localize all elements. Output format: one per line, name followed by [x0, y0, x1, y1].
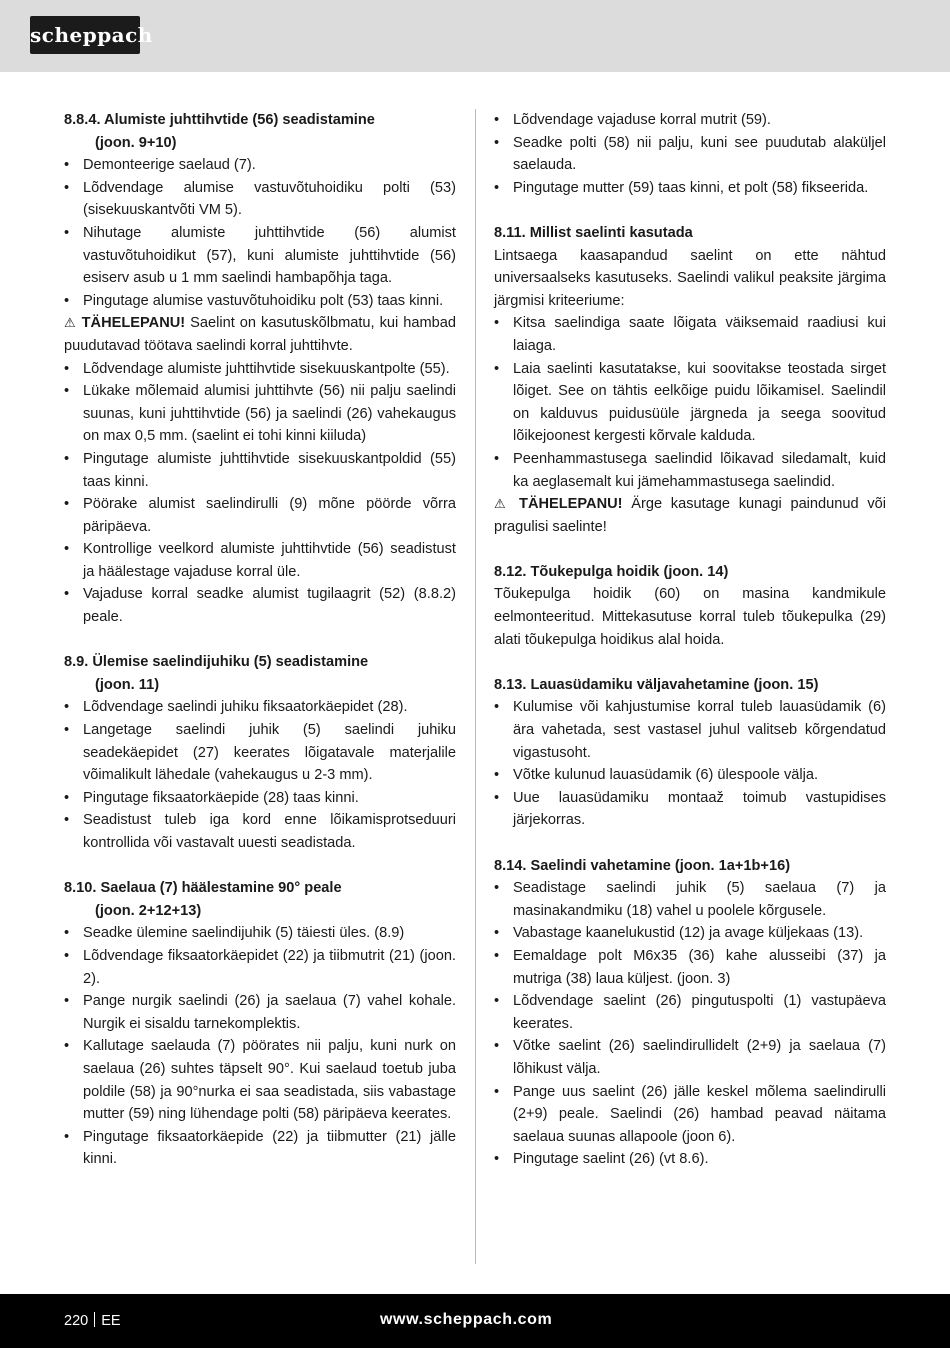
- website-link[interactable]: www.scheppach.com: [380, 1311, 553, 1328]
- warning-label: TÄHELEPANU!: [519, 496, 623, 513]
- list-item: • Demonteerige saelaud (7).: [64, 154, 456, 177]
- section-heading-8-8-4: 8.8.4. Alumiste juhttihvtide (56) seadistamine (joon. 9+10): [64, 112, 375, 151]
- list-item: • Kontrollige veelkord alumiste juhttihvtide (56) seadistust ja häälestage vajaduse korral üle.: [64, 538, 456, 583]
- warning-note: [64, 312, 456, 357]
- list-item: • Lõdvendage saelint (26) pingutuspolti (1) vastupäeva keerates.: [494, 990, 886, 1035]
- list-item: • Nihutage alumiste juhttihvtide (56) alumist vastuvõtuhoidikut (57), kuni alumiste juhttihvtide (56) esiserv asub u 1 mm saelindi hambapõhja taga.: [64, 222, 456, 290]
- warning-text: Ärge kasutage kunagi paindunud või pragulisi saelinte!: [494, 496, 886, 535]
- right-column: [494, 109, 886, 1171]
- list-8-8-4: [64, 154, 456, 312]
- list-item: • Lõdvendage vajaduse korral mutrit (59).: [494, 109, 886, 132]
- header-band: [0, 0, 950, 72]
- language-code: EE: [101, 1313, 121, 1329]
- warning-triangle-icon: ⚠: [494, 496, 511, 512]
- paragraph-8-12: Tõukepulga hoidik (60) on masina kandmikule eelmonteeritud. Mittekasutuse korral tuleb tõukepulka (29) alati tõukepulga hoidikus alal hoida.: [494, 586, 886, 648]
- list-item: • Pöörake alumist saelindirulli (9) mõne pöörde võrra päripäeva.: [64, 493, 456, 538]
- footer-bar: [0, 1294, 950, 1348]
- list-item: • Seadke ülemine saelindijuhik (5) täiesti üles. (8.9): [64, 922, 456, 945]
- list-item: • Peenhammastusega saelindid lõikavad siledamalt, kuid ka aeglasemalt kui jämehammastusega saelindid.: [494, 448, 886, 493]
- list-item: • Pingutage mutter (59) taas kinni, et polt (58) fikseerida.: [494, 177, 886, 200]
- warning-note: [494, 493, 886, 538]
- page-number: 220 EE: [64, 1313, 121, 1329]
- list-item: • Lõdvendage saelindi juhiku fiksaatorkäepidet (28).: [64, 696, 456, 719]
- list-item: • Lõdvendage alumise vastuvõtuhoidiku polti (53) (sisekuuskantvõti VM 5).: [64, 177, 456, 222]
- list-8-9: [64, 696, 456, 854]
- list-8-13: [494, 696, 886, 832]
- list-item: • Pingutage alumise vastuvõtuhoidiku polt (53) taas kinni.: [64, 290, 456, 313]
- list-item: • Pingutage saelint (26) (vt 8.6).: [494, 1148, 886, 1171]
- list-item: • Pingutage alumiste juhttihvtide sisekuuskantpoldid (55) taas kinni.: [64, 448, 456, 493]
- section-heading-8-9: 8.9. Ülemise saelindijuhiku (5) seadistamine (joon. 11): [64, 654, 369, 693]
- list-item: • Võtke saelint (26) saelindirullidelt (2+9) ja saelaua (7) lõhikust välja.: [494, 1035, 886, 1080]
- list-item: • Võtke kulunud lauasüdamik (6) ülespoole välja.: [494, 764, 886, 787]
- list-item: • Seadistust tuleb iga kord enne lõikamisprotseduuri kontrollida või vastavalt uuesti seadistada.: [64, 809, 456, 854]
- list-item: • Kulumise või kahjustumise korral tuleb lauasüdamik (6) ära vahetada, sest vastasel juhul valitseb kõrgendatud vigastusoht.: [494, 696, 886, 764]
- list-item: • Pingutage fiksaatorkäepide (28) taas kinni.: [64, 787, 456, 810]
- list-item: • Vabastage kaanelukustid (12) ja avage küljekaas (13).: [494, 922, 886, 945]
- list-8-8-4-continued: [64, 358, 456, 629]
- list-item: • Eemaldage polt M6x35 (36) kahe alusseibi (37) ja mutriga (38) laua küljest. (joon. 3): [494, 945, 886, 990]
- section-heading-8-13: 8.13. Lauasüdamiku väljavahetamine (joon. 15): [494, 676, 819, 693]
- list-item: • Uue lauasüdamiku montaaž toimub vastupidises järjekorras.: [494, 787, 886, 832]
- left-column: [64, 109, 456, 1171]
- list-item: • Vajaduse korral seadke alumist tugilaagrit (52) (8.8.2) peale.: [64, 583, 456, 628]
- section-heading-8-11: 8.11. Millist saelinti kasutada: [494, 224, 693, 241]
- scheppach-logo: scheppach: [30, 16, 140, 54]
- list-item: • Lükake mõlemaid alumisi juhttihvte (56) nii palju saelindi suunas, kuni juhttihvtide (56) ja saelindi (26) vahekaugus on max 0,5 mm. (saelint ei tohi kinni kiiluda): [64, 380, 456, 448]
- list-item: • Kallutage saelauda (7) pöörates nii palju, kuni nurk on saelaua (26) suhtes täpselt 90°. Kui saelaud toetub juba poldile (58) ja 90°nurka ei saa seadistada, siis vabastage mutter (59) ning lühendage polti (58) päripäeva keerates.: [64, 1035, 456, 1125]
- list-item: • Pange uus saelint (26) jälle keskel mõlema saelindirulli (2+9) peale. Saelindi (26) hambad peavad näitama saelaua suunas allapoole (joon 6).: [494, 1081, 886, 1149]
- list-item: • Seadistage saelindi juhik (5) saelaua (7) ja masinakandmiku (18) vahel u poolele kõrgusele.: [494, 877, 886, 922]
- list-8-14: [494, 877, 886, 1171]
- list-item: • Langetage saelindi juhik (5) saelindi juhiku seadekäepidet (27) keerates lõigatavale materjalile võimalikult lähedale (vahekaugus u 2-3 mm).: [64, 719, 456, 787]
- section-heading-8-14: 8.14. Saelindi vahetamine (joon. 1a+1b+16): [494, 857, 791, 874]
- list-item: • Lõdvendage fiksaatorkäepidet (22) ja tiibmutrit (21) (joon. 2).: [64, 945, 456, 990]
- list-8-11: [494, 312, 886, 493]
- section-heading-8-12: 8.12. Tõukepulga hoidik (joon. 14): [494, 563, 729, 580]
- warning-text: Saelint on kasutuskõlbmatu, kui hambad puudutavad töötava saelindi korral juhttihvte.: [64, 315, 456, 354]
- section-heading-8-10: 8.10. Saelaua (7) häälestamine 90° peale (joon. 2+12+13): [64, 880, 342, 919]
- list-item: • Laia saelinti kasutatakse, kui soovitakse teostada sirget lõiget. See on tähtis eelkõige puidu lõikamisel. Saelindil on kalduvus puidusüüle järgneda ja seega soovitud lõikejoonest kergesti kõrvale kalduda.: [494, 358, 886, 448]
- list-item: • Seadke polti (58) nii palju, kuni see puudutab alaküljel saelauda.: [494, 132, 886, 177]
- list-item: • Pange nurgik saelindi (26) ja saelaua (7) vahel kohale. Nurgik ei sisaldu tarnekomplektis.: [64, 990, 456, 1035]
- warning-triangle-icon: ⚠: [64, 315, 77, 331]
- list-8-10-continued: [494, 109, 886, 199]
- page-separator: [94, 1312, 95, 1327]
- list-8-10: [64, 922, 456, 1171]
- column-divider: [475, 109, 476, 1264]
- warning-label: TÄHELEPANU!: [81, 315, 186, 332]
- list-item: • Lõdvendage alumiste juhttihvtide sisekuuskantpolte (55).: [64, 358, 456, 381]
- paragraph-8-11-intro: Lintsaega kaasapandud saelint on ette nähtud universaalseks kasutuseks. Saelindi valikul peaksite järgima järgmisi kriteeriume:: [494, 247, 886, 309]
- list-item: • Kitsa saelindiga saate lõigata väiksemaid raadiusi kui laiaga.: [494, 312, 886, 357]
- list-item: • Pingutage fiksaatorkäepide (22) ja tiibmutter (21) jälle kinni.: [64, 1126, 456, 1171]
